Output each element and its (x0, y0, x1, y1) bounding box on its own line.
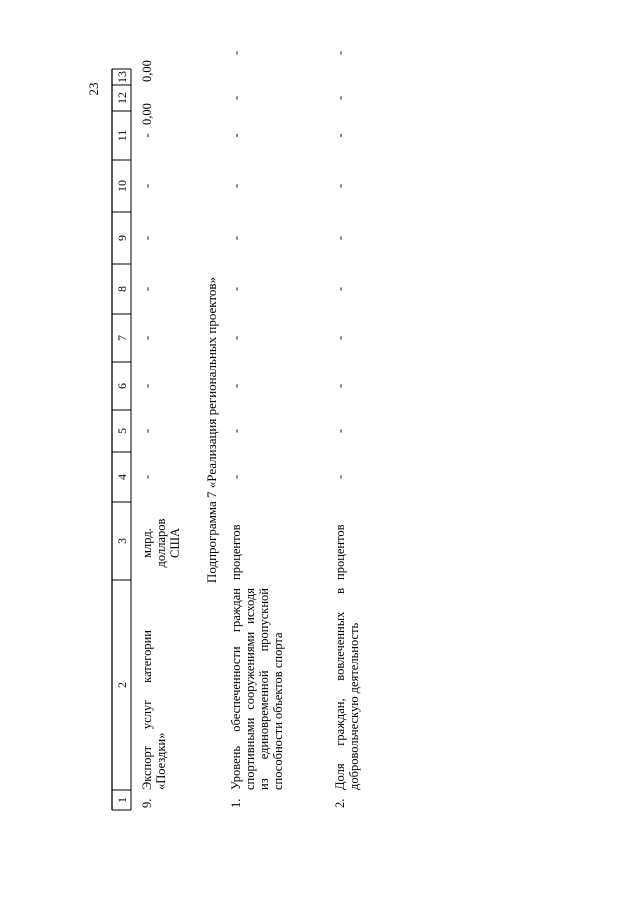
row-1-val-7: - (229, 335, 243, 341)
row-1-val-4: - (229, 474, 243, 480)
row-2-number: 2. (333, 798, 347, 808)
row-2-unit: процентов (333, 524, 347, 580)
row-1-val-9: - (229, 235, 243, 241)
row-9-val-11: - (140, 133, 154, 138)
row-1-val-11: - (229, 133, 243, 138)
header-col-2: 2 (115, 682, 129, 688)
header-col-7: 7 (115, 335, 129, 341)
row-9-val-10: - (140, 183, 154, 189)
row-2-val-8: - (333, 286, 347, 292)
row-2-val-5: - (333, 428, 347, 434)
row-1-val-8: - (229, 286, 243, 292)
row-1-val-13: - (229, 50, 243, 56)
row-2-val-10: - (333, 183, 347, 189)
header-col-9: 9 (115, 235, 129, 241)
row-2-val-4: - (333, 474, 347, 480)
row-1-val-10: - (229, 183, 243, 189)
row-9-unit: млрд. долларов США (140, 518, 182, 568)
header-col-6: 6 (115, 383, 129, 389)
row-2-val-7: - (333, 335, 347, 341)
row-9-number: 9. (140, 798, 154, 808)
row-2-val-13: - (333, 50, 347, 56)
header-col-10: 10 (115, 180, 129, 192)
row-9-val-4: - (140, 474, 154, 480)
row-2-val-9: - (333, 235, 347, 241)
row-1-val-6: - (229, 383, 243, 389)
row-1-val-12: - (229, 95, 243, 101)
row-1-number: 1. (229, 798, 243, 808)
header-col-5: 5 (115, 428, 129, 434)
page-number: 23 (86, 82, 101, 96)
header-col-1: 1 (115, 797, 129, 803)
row-9-val-6: - (140, 383, 154, 389)
row-9-val-13: 0,00 (140, 60, 154, 82)
row-9-val-9: - (140, 235, 154, 241)
header-col-13: 13 (115, 71, 129, 83)
row-9-name: Экспорт услуг категории «Поездки» (140, 630, 168, 790)
row-9-val-12: 0,00 (140, 103, 154, 125)
row-1-name: Уровень обеспеченности граждан спортивными сооружениями исходя из единовременной пропускной способности объектов спорта (229, 588, 285, 790)
header-col-4: 4 (115, 474, 129, 480)
row-9-val-8: - (140, 286, 154, 292)
row-9-val-5: - (140, 428, 154, 434)
header-col-11: 11 (115, 129, 129, 142)
header-col-12: 12 (115, 92, 129, 104)
header-col-3: 3 (115, 538, 129, 544)
row-2-val-12: - (333, 95, 347, 101)
header-col-8: 8 (115, 286, 129, 292)
subprogram-title: Подпрограмма 7 «Реализация региональных проектов» (204, 276, 219, 584)
row-2-val-11: - (333, 133, 347, 138)
row-2-val-6: - (333, 383, 347, 389)
row-1-val-5: - (229, 428, 243, 434)
row-1-unit: процентов (229, 524, 243, 580)
row-9-val-7: - (140, 335, 154, 341)
row-2-name: Доля граждан, вовлеченных в добровольческую деятельность (333, 588, 361, 790)
